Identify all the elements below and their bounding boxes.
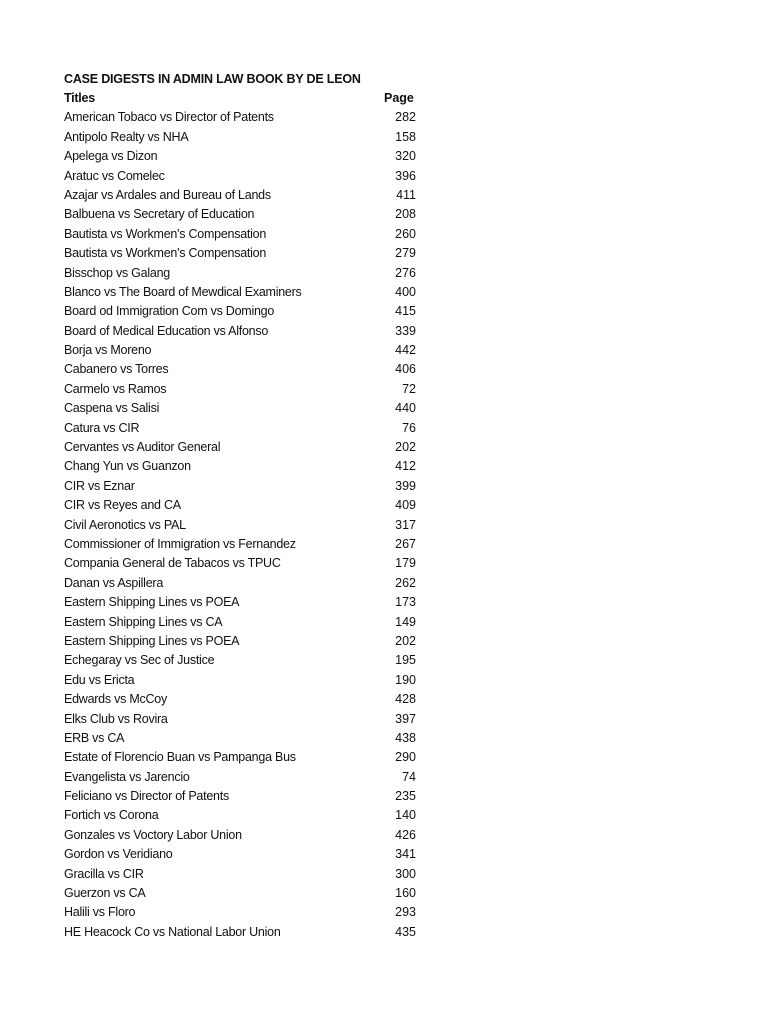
case-title: CIR vs Eznar	[64, 478, 135, 493]
case-title: Chang Yun vs Guanzon	[64, 459, 191, 474]
case-page: 179	[395, 556, 416, 571]
table-row	[64, 748, 424, 767]
case-page: 293	[395, 905, 416, 920]
table-row	[64, 923, 424, 942]
case-page: 341	[395, 847, 416, 862]
column-header-page: Page	[384, 91, 414, 105]
table-row	[64, 806, 424, 825]
table-row	[64, 108, 424, 127]
case-title: Guerzon vs CA	[64, 886, 146, 901]
case-title: Aratuc vs Comelec	[64, 168, 165, 183]
column-header-row	[64, 89, 424, 108]
case-title: Compania General de Tabacos vs TPUC	[64, 556, 281, 571]
case-page: 282	[395, 110, 416, 125]
case-title: Bautista vs Workmen's Compensation	[64, 246, 267, 261]
case-page: 415	[395, 304, 416, 319]
table-row	[64, 574, 424, 593]
table-row	[64, 613, 424, 632]
case-page: 320	[395, 149, 416, 164]
case-title: Gonzales vs Voctory Labor Union	[64, 827, 242, 842]
case-title: Evangelista vs Jarencio	[64, 769, 190, 784]
case-page: 173	[395, 595, 416, 610]
case-title: Caspena vs Salisi	[64, 401, 160, 416]
table-row	[64, 128, 424, 147]
case-title: Edu vs Ericta	[64, 672, 135, 687]
table-row	[64, 225, 424, 244]
case-page: 409	[395, 498, 416, 513]
case-page: 399	[395, 478, 416, 493]
case-page: 440	[395, 401, 416, 416]
case-title: Edwards vs McCoy	[64, 692, 167, 707]
case-page: 317	[395, 517, 416, 532]
case-page: 202	[395, 440, 416, 455]
table-row	[64, 167, 424, 186]
case-page: 260	[395, 226, 416, 241]
table-row	[64, 884, 424, 903]
table-row	[64, 147, 424, 166]
table-row	[64, 302, 424, 321]
case-page: 442	[395, 343, 416, 358]
case-title: Carmelo vs Ramos	[64, 381, 167, 396]
case-title: CIR vs Reyes and CA	[64, 498, 181, 513]
table-row	[64, 399, 424, 418]
table-row	[64, 554, 424, 573]
case-title: Eastern Shipping Lines vs CA	[64, 614, 223, 629]
table-row	[64, 710, 424, 729]
case-page: 158	[395, 129, 416, 144]
case-page: 276	[395, 265, 416, 280]
case-page: 160	[395, 886, 416, 901]
case-title: Fortich vs Corona	[64, 808, 159, 823]
table-row	[64, 457, 424, 476]
case-title: Bisschop vs Galang	[64, 265, 170, 280]
table-row	[64, 244, 424, 263]
case-title: Halili vs Floro	[64, 905, 136, 920]
table-row	[64, 787, 424, 806]
case-title: Bautista vs Workmen's Compensation	[64, 226, 267, 241]
case-page: 290	[395, 750, 416, 765]
case-page: 397	[395, 711, 416, 726]
case-title: Balbuena vs Secretary of Education	[64, 207, 255, 222]
case-title: Estate of Florencio Buan vs Pampanga Bus	[64, 750, 296, 765]
case-page: 267	[395, 536, 416, 551]
table-row	[64, 205, 424, 224]
case-page: 195	[395, 653, 416, 668]
case-page: 74	[402, 769, 416, 784]
table-row	[64, 438, 424, 457]
table-row	[64, 341, 424, 360]
case-page: 190	[395, 672, 416, 687]
table-row	[64, 865, 424, 884]
table-row	[64, 186, 424, 205]
document-title: CASE DIGESTS IN ADMIN LAW BOOK BY DE LEON	[64, 72, 361, 86]
case-page: 400	[395, 284, 416, 299]
case-list	[64, 108, 424, 942]
case-page: 438	[395, 730, 416, 745]
table-row	[64, 671, 424, 690]
case-title: Apelega vs Dizon	[64, 149, 158, 164]
table-row	[64, 826, 424, 845]
table-row	[64, 651, 424, 670]
case-title: Blanco vs The Board of Mewdical Examiners	[64, 284, 302, 299]
table-row	[64, 690, 424, 709]
case-title: Cabanero vs Torres	[64, 362, 169, 377]
case-page: 300	[395, 866, 416, 881]
case-page: 426	[395, 827, 416, 842]
case-title: Eastern Shipping Lines vs POEA	[64, 595, 240, 610]
case-title: Cervantes vs Auditor General	[64, 440, 221, 455]
case-title: Antipolo Realty vs NHA	[64, 129, 189, 144]
case-page: 76	[402, 420, 416, 435]
case-page: 396	[395, 168, 416, 183]
case-page: 406	[395, 362, 416, 377]
table-row	[64, 903, 424, 922]
case-title: Echegaray vs Sec of Justice	[64, 653, 215, 668]
table-row	[64, 516, 424, 535]
table-row	[64, 264, 424, 283]
case-title: Commissioner of Immigration vs Fernandez	[64, 536, 296, 551]
table-row	[64, 496, 424, 515]
table-row	[64, 845, 424, 864]
case-page: 235	[395, 789, 416, 804]
table-row	[64, 729, 424, 748]
case-page: 339	[395, 323, 416, 338]
case-page: 202	[395, 633, 416, 648]
case-page: 435	[395, 924, 416, 939]
case-title: American Tobaco vs Director of Patents	[64, 110, 274, 125]
case-title: Azajar vs Ardales and Bureau of Lands	[64, 187, 271, 202]
case-page: 208	[395, 207, 416, 222]
case-title: Borja vs Moreno	[64, 343, 152, 358]
case-title: Feliciano vs Director of Patents	[64, 789, 229, 804]
case-title: Gordon vs Veridiano	[64, 847, 173, 862]
table-row	[64, 632, 424, 651]
case-title: Civil Aeronotics vs PAL	[64, 517, 186, 532]
case-page: 279	[395, 246, 416, 261]
case-page: 140	[395, 808, 416, 823]
case-page: 149	[395, 614, 416, 629]
case-page: 428	[395, 692, 416, 707]
table-row	[64, 322, 424, 341]
case-page: 412	[395, 459, 416, 474]
table-row	[64, 477, 424, 496]
case-title: Gracilla vs CIR	[64, 866, 144, 881]
case-title: Elks Club vs Rovira	[64, 711, 168, 726]
case-page: 262	[395, 575, 416, 590]
table-row	[64, 360, 424, 379]
column-header-titles: Titles	[64, 91, 95, 105]
table-row	[64, 593, 424, 612]
case-title: HE Heacock Co vs National Labor Union	[64, 924, 281, 939]
table-row	[64, 419, 424, 438]
case-title: Catura vs CIR	[64, 420, 140, 435]
case-title: ERB vs CA	[64, 730, 125, 745]
table-row	[64, 283, 424, 302]
case-digest-sheet	[64, 69, 424, 942]
case-title: Danan vs Aspillera	[64, 575, 164, 590]
table-row	[64, 768, 424, 787]
case-page: 72	[402, 381, 416, 396]
case-title: Board od Immigration Com vs Domingo	[64, 304, 275, 319]
case-page: 411	[396, 187, 416, 202]
case-title: Board of Medical Education vs Alfonso	[64, 323, 269, 338]
table-row	[64, 535, 424, 554]
table-row	[64, 380, 424, 399]
case-title: Eastern Shipping Lines vs POEA	[64, 633, 240, 648]
